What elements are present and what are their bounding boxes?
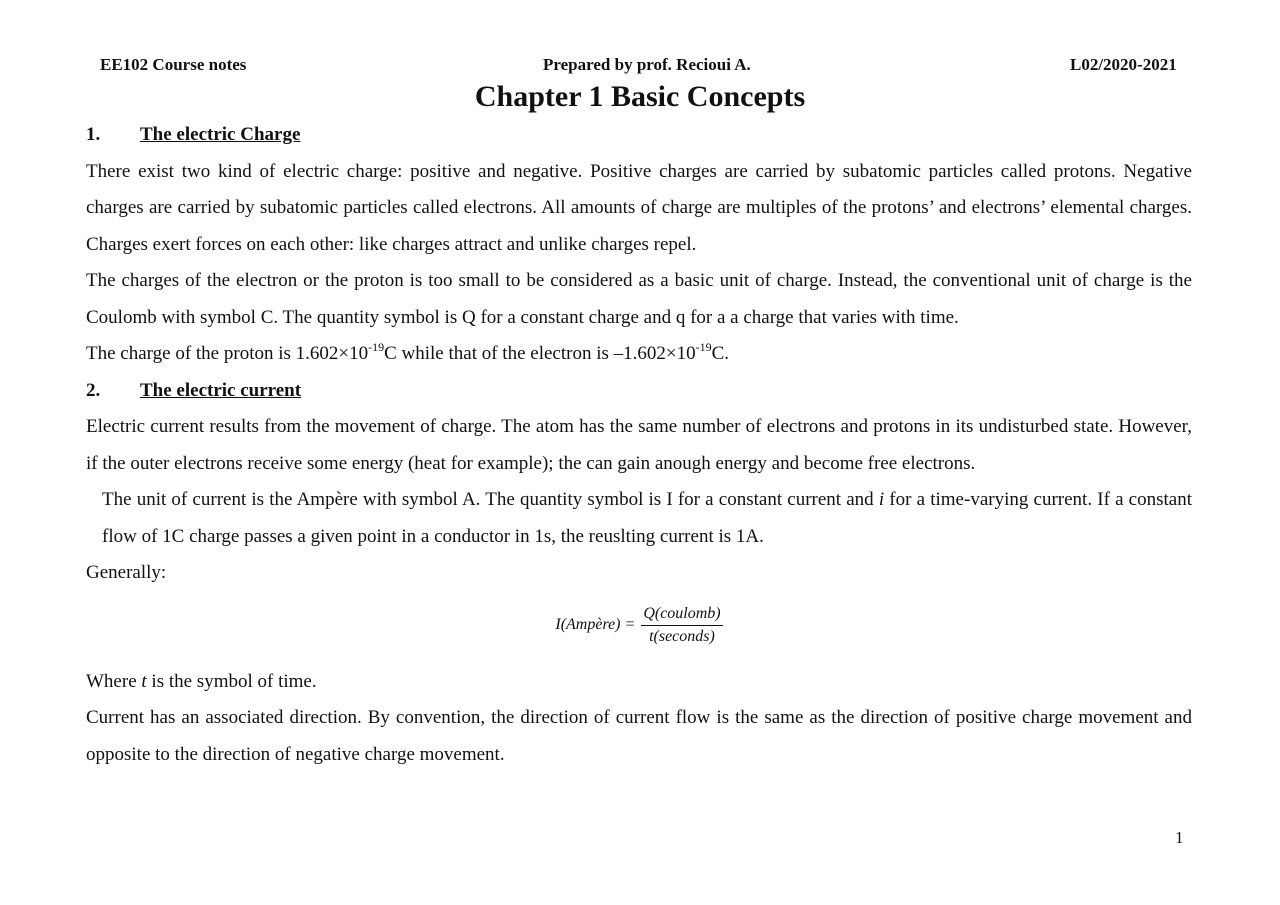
paragraph-coulomb: The charges of the electron or the proton is too small to be considered as a basic unit of charge. Instead, the conventional unit of charge is the Coulomb with symbol C. The quantity symbol is Q for a constant charge and q for a a charge that varies with time.	[86, 270, 1192, 328]
paragraph-charge-types: There exist two kind of electric charge: positive and negative. Positive charges are carried by subatomic particles called protons. Negative charges are carried by subatomic particles called electrons. All amounts of charge are multiples of the protons’ and electrons’ elemental charges. Charges exert forces on each other: like charges attract and unlike charges repel.	[86, 160, 1192, 255]
text-run: is the symbol of time.	[146, 670, 317, 692]
exponent: -19	[368, 340, 385, 354]
formula-numerator: Q(coulomb)	[641, 603, 722, 626]
section-title: The electric Charge	[140, 124, 301, 145]
document-body	[86, 117, 1192, 773]
formula-lhs: I(Ampère) =	[555, 616, 636, 634]
paragraph-time-symbol	[86, 664, 1192, 701]
current-formula	[86, 596, 1192, 656]
italic-symbol: t	[141, 670, 147, 692]
section-number: 2.	[86, 379, 101, 401]
text-run: C while that of the electron is –1.602×10	[384, 343, 696, 364]
header-author: Prepared by prof. Recioui A.	[543, 55, 751, 74]
text-run: for a time-varying current. If a constant flow of 1C charge passes a given point in a conductor in 1s, the reuslting current is 1A.	[102, 489, 1192, 547]
text-run: C.	[711, 343, 730, 364]
paragraph-proton-charge	[86, 336, 1192, 373]
formula-denominator: t(seconds)	[649, 628, 715, 645]
section-number: 1.	[86, 124, 101, 145]
section-heading-charge	[86, 117, 1192, 154]
section-heading-current	[86, 373, 1192, 410]
page-number: 1	[1175, 828, 1184, 847]
section-title: The electric current	[140, 379, 302, 401]
exponent: -19	[695, 340, 712, 354]
text-run: The charge of the proton is 1.602×10	[86, 343, 369, 364]
text-run: The unit of current is the Ampère with symbol A. The quantity symbol is I for a constant current and	[102, 489, 879, 510]
formula-fraction	[641, 603, 722, 648]
chapter-title: Chapter 1 Basic Concepts	[474, 80, 806, 113]
header-course: EE102 Course notes	[100, 55, 247, 74]
paragraph-current-direction: Current has an associated direction. By convention, the direction of current flow is the same as the direction of positive charge movement and opposite to the direction of negative charge movement.	[86, 707, 1192, 765]
paragraph-ampere	[86, 482, 1192, 555]
text-run: Where	[86, 670, 142, 692]
paragraph-current-origin: Electric current results from the movement of charge. The atom has the same number of electrons and protons in its undisturbed state. However, if the outer electrons receive some energy (heat for example); the can gain anough energy and become free electrons.	[86, 416, 1192, 474]
italic-symbol: i	[878, 489, 885, 510]
header-term: L02/2020-2021	[1070, 55, 1177, 74]
paragraph-generally: Generally:	[86, 562, 167, 583]
